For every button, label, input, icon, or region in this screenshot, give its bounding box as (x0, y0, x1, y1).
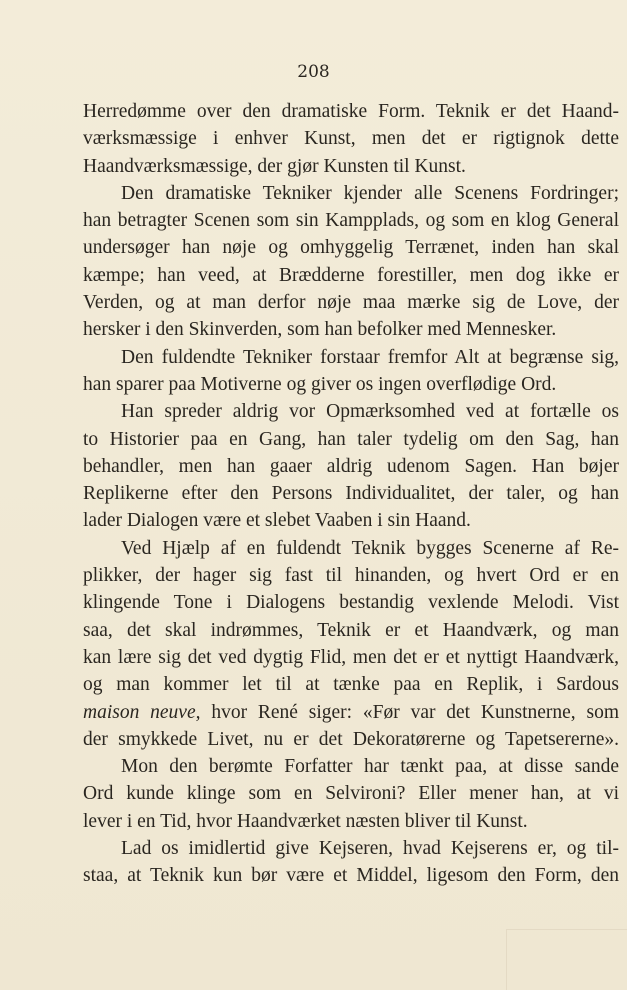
text-line: Ord kunde klinge som en Selvironi? Eller mener han, at vi (83, 783, 619, 805)
text-line: værksmæssige i enhver Kunst, men det er rigtignok dette (83, 128, 619, 150)
paragraph-first-line: Ved Hjælp af en fuldendt Teknik bygges Scenerne af Re- (121, 537, 619, 559)
text-line: Haandværksmæssige, der gjør Kunsten til Kunst. (83, 155, 466, 177)
body-text (83, 98, 619, 890)
text-line: der smykkede Livet, nu er det Dekoratørerne og Tapetsererne». (83, 728, 619, 750)
text-line: og man kommer let til at tænke paa en Replik, i Sardous (83, 674, 619, 696)
text-line: han sparer paa Motiverne og giver os ingen overflødige Ord. (83, 373, 557, 395)
text-line: lever i en Tid, hvor Haandværket næsten bliver til Kunst. (83, 810, 528, 832)
text-line: Replikerne efter den Persons Individualitet, der taler, og han (83, 483, 619, 505)
page-number: 208 (297, 62, 330, 82)
text-line: to Historier paa en Gang, han taler tydelig om den Sag, han (83, 428, 619, 450)
text-line (83, 699, 619, 726)
italic-phrase: maison neuve, (83, 701, 201, 723)
paragraph-first-line: Mon den berømte Forfatter har tænkt paa, at disse sande (121, 756, 619, 778)
text-line: staa, at Teknik kun bør være et Middel, ligesom den Form, den (83, 865, 619, 887)
page-edge-mark (506, 929, 627, 990)
text-line: behandler, men han gaaer aldrig udenom Sagen. Han bøjer (83, 455, 619, 477)
text-line: Verden, og at man derfor nøje maa mærke sig de Love, der (83, 292, 619, 314)
text-line: plikker, der hager sig fast til hinanden, og hvert Ord er en (83, 565, 619, 587)
text-line: Herredømme over den dramatiske Form. Teknik er det Haand- (83, 101, 619, 122)
paragraph-first-line: Den dramatiske Tekniker kjender alle Scenens Fordringer; (121, 182, 619, 204)
text-line: kan lære sig det ved dygtig Flid, men det er et nyttigt Haandværk, (83, 646, 619, 668)
text-line: hersker i den Skinverden, som han befolker med Mennesker. (83, 319, 557, 341)
text-line: kæmpe; han veed, at Brædderne forestiller, men dog ikke er (83, 264, 619, 286)
text-line: saa, det skal indrømmes, Teknik er et Haandværk, og man (83, 619, 619, 641)
paragraph-first-line: Lad os imidlertid give Kejseren, hvad Kejserens er, og til- (121, 838, 619, 860)
text-line: klingende Tone i Dialogens bestandig vexlende Melodi. Vist (83, 592, 619, 614)
paragraph-first-line: Han spreder aldrig vor Opmærksomhed ved at fortælle os (121, 401, 619, 423)
text-line: undersøger han nøje og omhyggelig Terrænet, inden han skal (83, 237, 619, 259)
text-line-rest: hvor René siger: «Før var det Kunstnerne, som (211, 701, 620, 723)
paragraph-first-line: Den fuldendte Tekniker forstaar fremfor Alt at begrænse sig, (121, 346, 619, 368)
text-line: han betragter Scenen som sin Kampplads, og som en klog General (83, 210, 619, 232)
text-line: lader Dialogen være et slebet Vaaben i sin Haand. (83, 510, 471, 532)
